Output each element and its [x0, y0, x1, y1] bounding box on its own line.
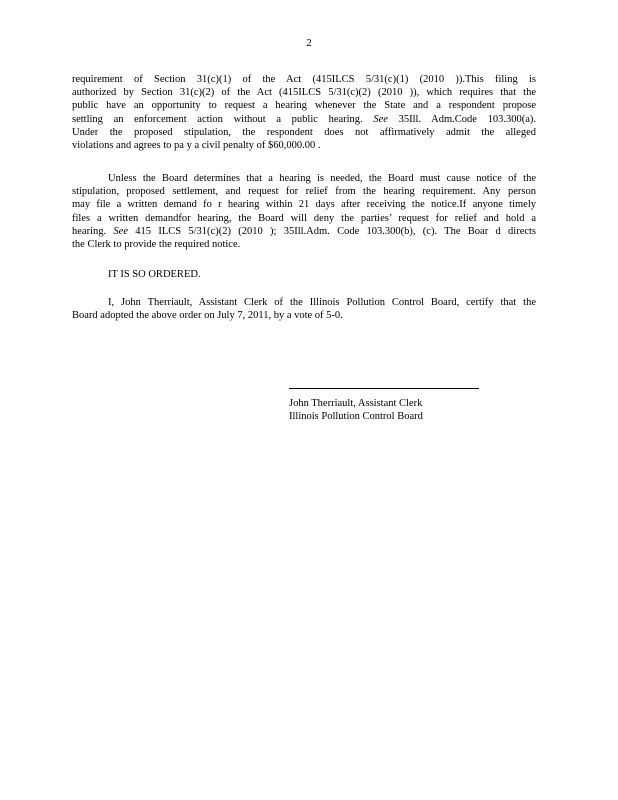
- citation-text: 415 ILCS 5/31(c)(2) (2010 ); 35Ill.Adm. Code 103.300(b), (c). The Boar d directs: [135, 225, 537, 237]
- paragraph-hearing-notice: [72, 172, 536, 251]
- text-line: Under the proposed stipulation, the respondent does not affirmatively admit the alleged: [72, 126, 536, 138]
- see-citation-signal: See: [373, 113, 388, 125]
- signature-line: [289, 388, 479, 397]
- text-line: requirement of Section 31(c)(1) of the Act (415ILCS 5/31(c)(1) (2010 )).This filing is: [72, 74, 536, 85]
- see-citation-signal: See: [113, 225, 128, 237]
- signature-block: [289, 388, 479, 423]
- page-number: 2: [306, 37, 312, 49]
- citation-text: 35Ill. Adm.Code 103.300(a).: [398, 113, 537, 125]
- text-line: may file a written demand fo r hearing within 21 days after receiving the notice.If anyone timely: [72, 199, 536, 211]
- order-statement: IT IS SO ORDERED.: [108, 269, 201, 280]
- text-line: [72, 225, 536, 238]
- paragraph-stipulation-requirement: [72, 73, 536, 152]
- text-line: violations and agrees to pa y a civil penalty of $60,000.00 .: [72, 140, 321, 152]
- text-line: authorized by Section 31(c)(2) of the Act (415ILCS 5/31(c)(2) (2010 )), which requires that the: [72, 87, 536, 99]
- text-line: [72, 113, 536, 126]
- text-line: stipulation, proposed settlement, and request for relief from the hearing requirement. Any person: [72, 186, 536, 198]
- text-line: public have an opportunity to request a hearing whenever the State and a respondent propose: [72, 100, 536, 112]
- signer-name-title: John Therriault, Assistant Clerk: [289, 398, 423, 409]
- text-segment: hearing.: [72, 225, 107, 237]
- text-line: I, John Therriault, Assistant Clerk of the Illinois Pollution Control Board, certify that the: [108, 297, 536, 308]
- signer-organization: Illinois Pollution Control Board: [289, 411, 423, 422]
- text-line: files a written demandfor hearing, the Board will deny the parties’ request for relief and hold a: [72, 212, 536, 224]
- text-segment: settling an enforcement action without a public hearing.: [72, 113, 363, 125]
- text-line: Board adopted the above order on July 7, 2011, by a vote of 5-0.: [72, 310, 343, 322]
- text-line: the Clerk to provide the required notice.: [72, 239, 241, 251]
- text-line: Unless the Board determines that a hearing is needed, the Board must cause notice of the: [108, 173, 536, 184]
- paragraph-clerk-certification: [72, 296, 536, 322]
